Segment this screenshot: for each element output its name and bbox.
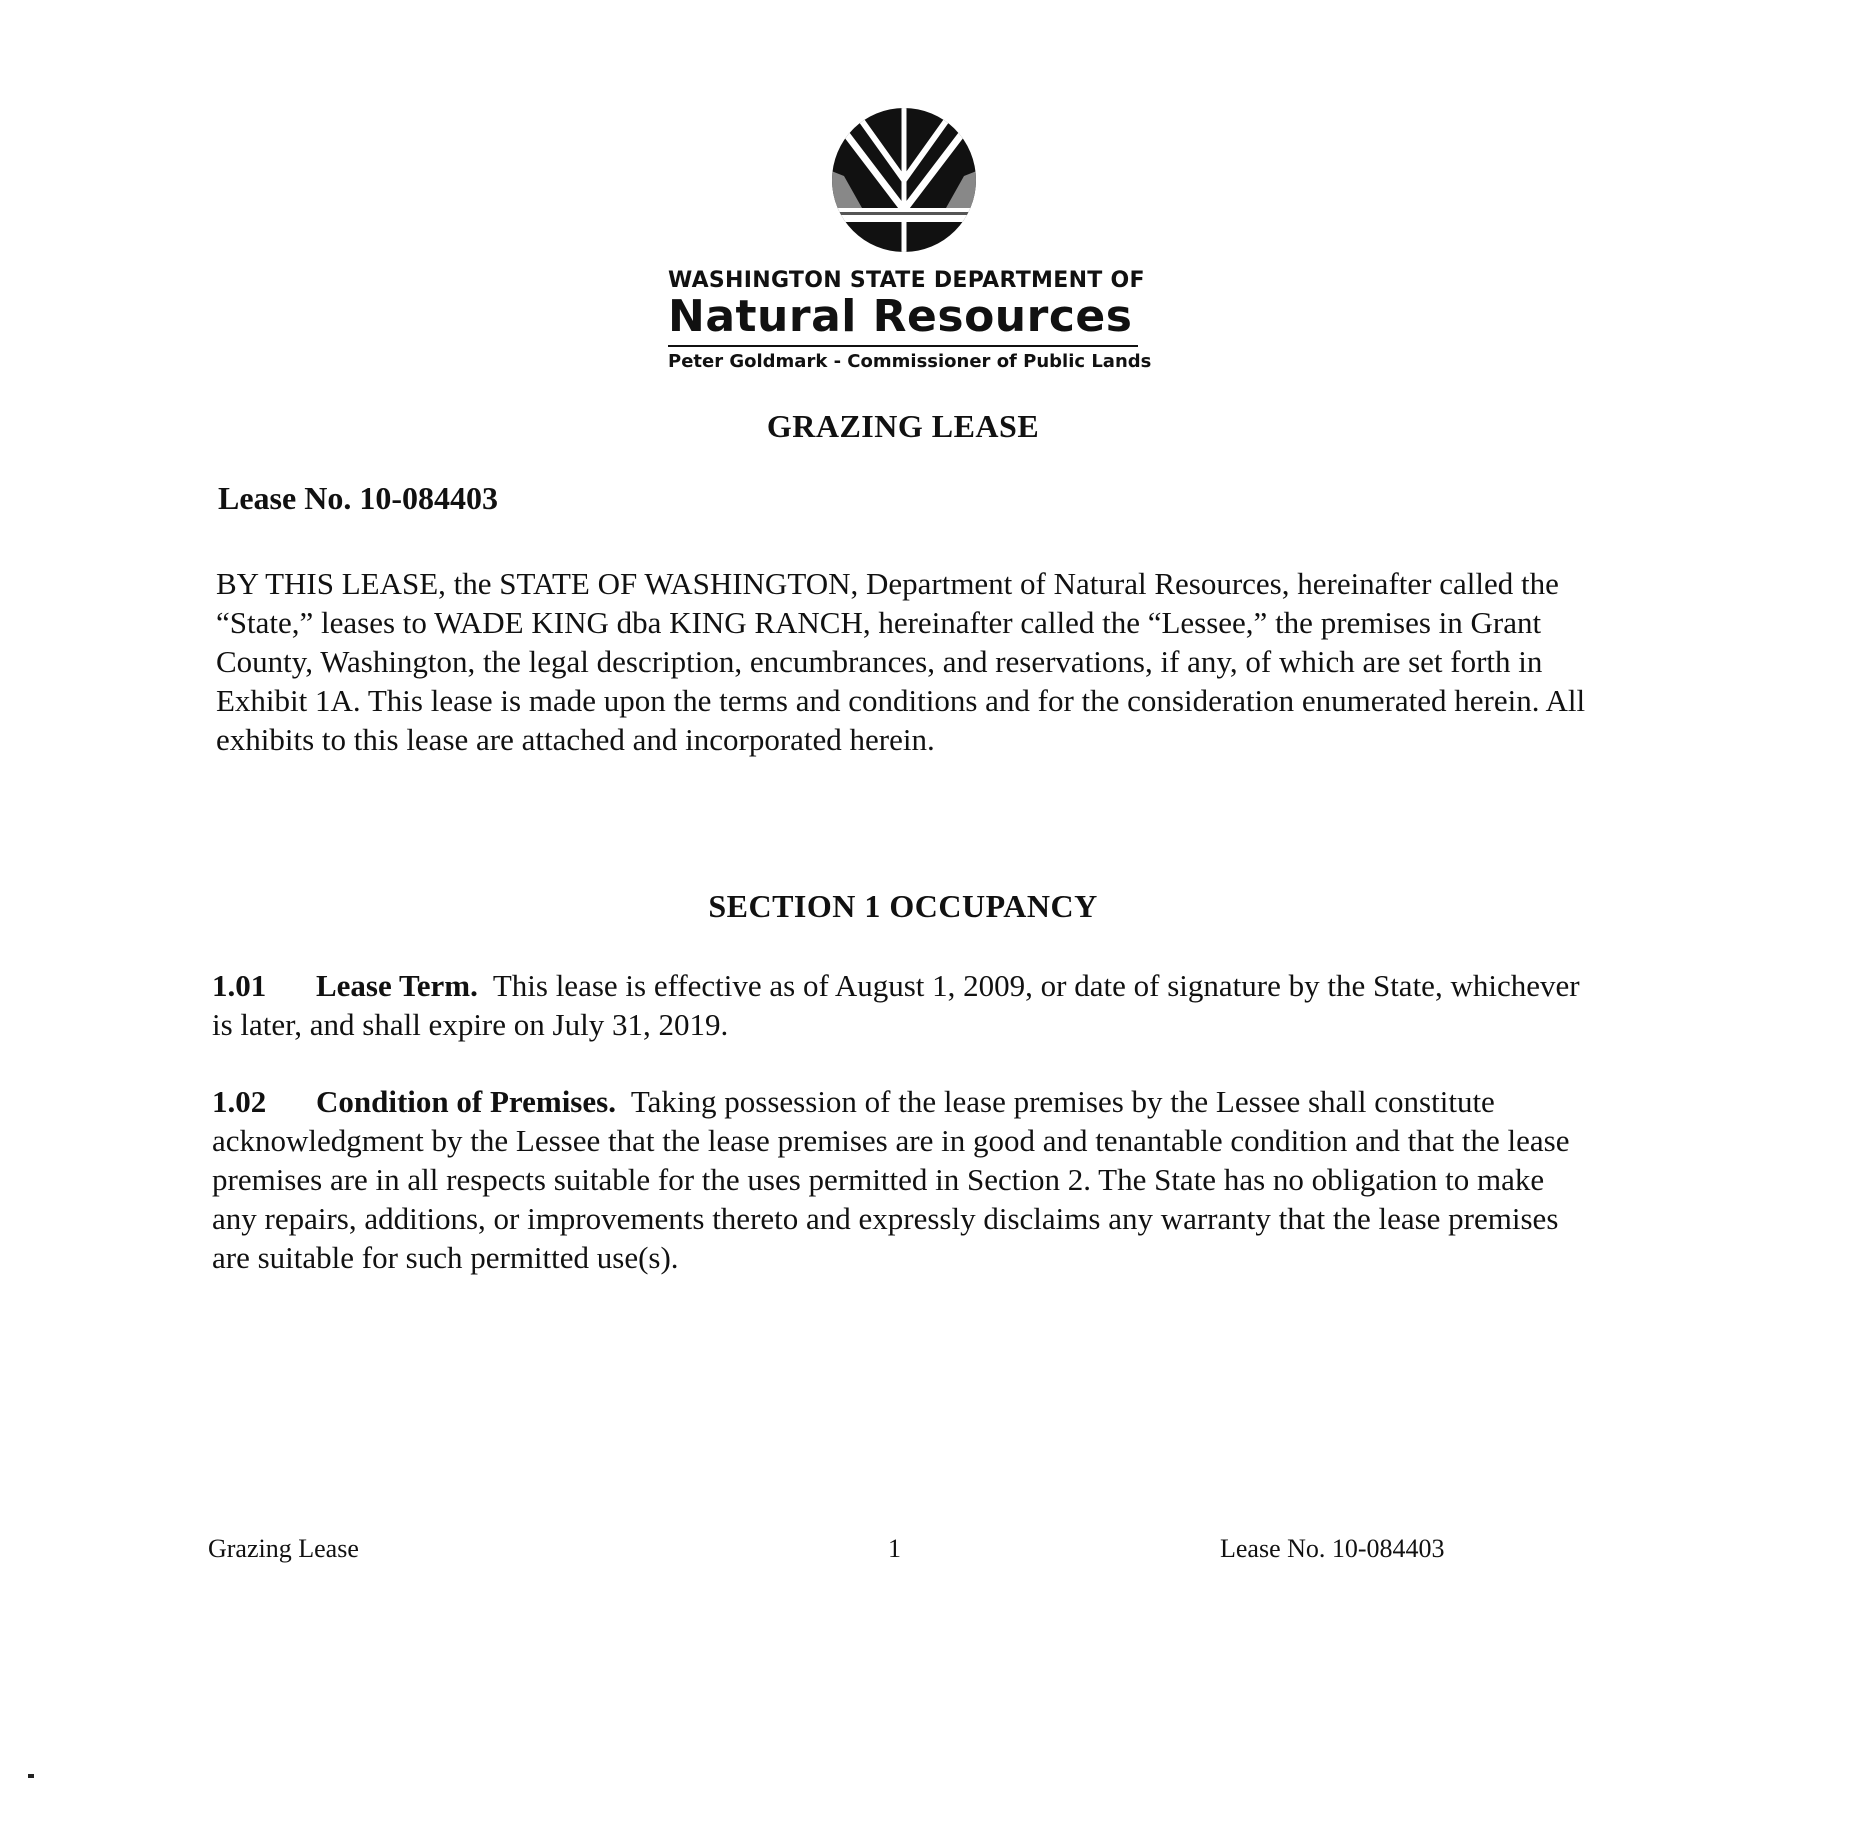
- agency-commissioner: Peter Goldmark - Commissioner of Public Lands: [668, 351, 1152, 372]
- section-heading: SECTION 1 OCCUPANCY: [708, 888, 1098, 924]
- clause-heading: Lease Term.: [316, 968, 478, 1003]
- lease-number: [218, 480, 498, 517]
- dnr-logo-icon: [824, 108, 984, 258]
- clause-number: 1.02: [212, 1084, 267, 1119]
- lease-number-text: Lease No. 10-084403: [218, 480, 498, 516]
- intro-paragraph: BY THIS LEASE, the STATE OF WASHINGTON, Department of Natural Resources, hereinafter called the “State,” leases to WADE KING dba KING RANCH, hereinafter called the “Lessee,” the premises in Grant County, Washington, the legal description, encumbrances, and reservations, if any, of which are set forth in Exhibit 1A. This lease is made upon the terms and conditions and for the consideration enumerated herein. All exhibits to this lease are attached and incorporated herein.: [216, 566, 1586, 757]
- scan-speck: [28, 1774, 34, 1778]
- clause-number: 1.01: [212, 968, 267, 1003]
- clause-1-02: [212, 1082, 1592, 1277]
- footer-lease-number: Lease No. 10-084403: [1220, 1534, 1445, 1563]
- agency-name: Natural Resources: [668, 291, 1133, 342]
- footer-doc-name: Grazing Lease: [208, 1534, 359, 1563]
- document-title: GRAZING LEASE: [766, 408, 1040, 444]
- footer-page-number: 1: [888, 1534, 901, 1563]
- clause-heading: Condition of Premises.: [316, 1084, 616, 1119]
- clause-text: This lease is effective as of August 1, 2009, or date of signature by the State, whichever is later, and shall expire on July 31, 2019.: [212, 968, 1580, 1042]
- clause-text: Taking possession of the lease premises by the Lessee shall constitute acknowledgment by the Lessee that the lease premises are in good and tenantable condition and that the lease premises are in all respects suitable for the uses permitted in Section 2. The State has no obligation to make any repairs, additions, or improvements thereto and expressly disclaims any warranty that the lease premises are suitable for such permitted use(s).: [212, 1084, 1570, 1275]
- agency-line1: WASHINGTON STATE DEPARTMENT OF: [668, 268, 1145, 293]
- clause-1-01: [212, 966, 1592, 1044]
- agency-divider: [668, 345, 1138, 347]
- agency-header: [668, 268, 1152, 372]
